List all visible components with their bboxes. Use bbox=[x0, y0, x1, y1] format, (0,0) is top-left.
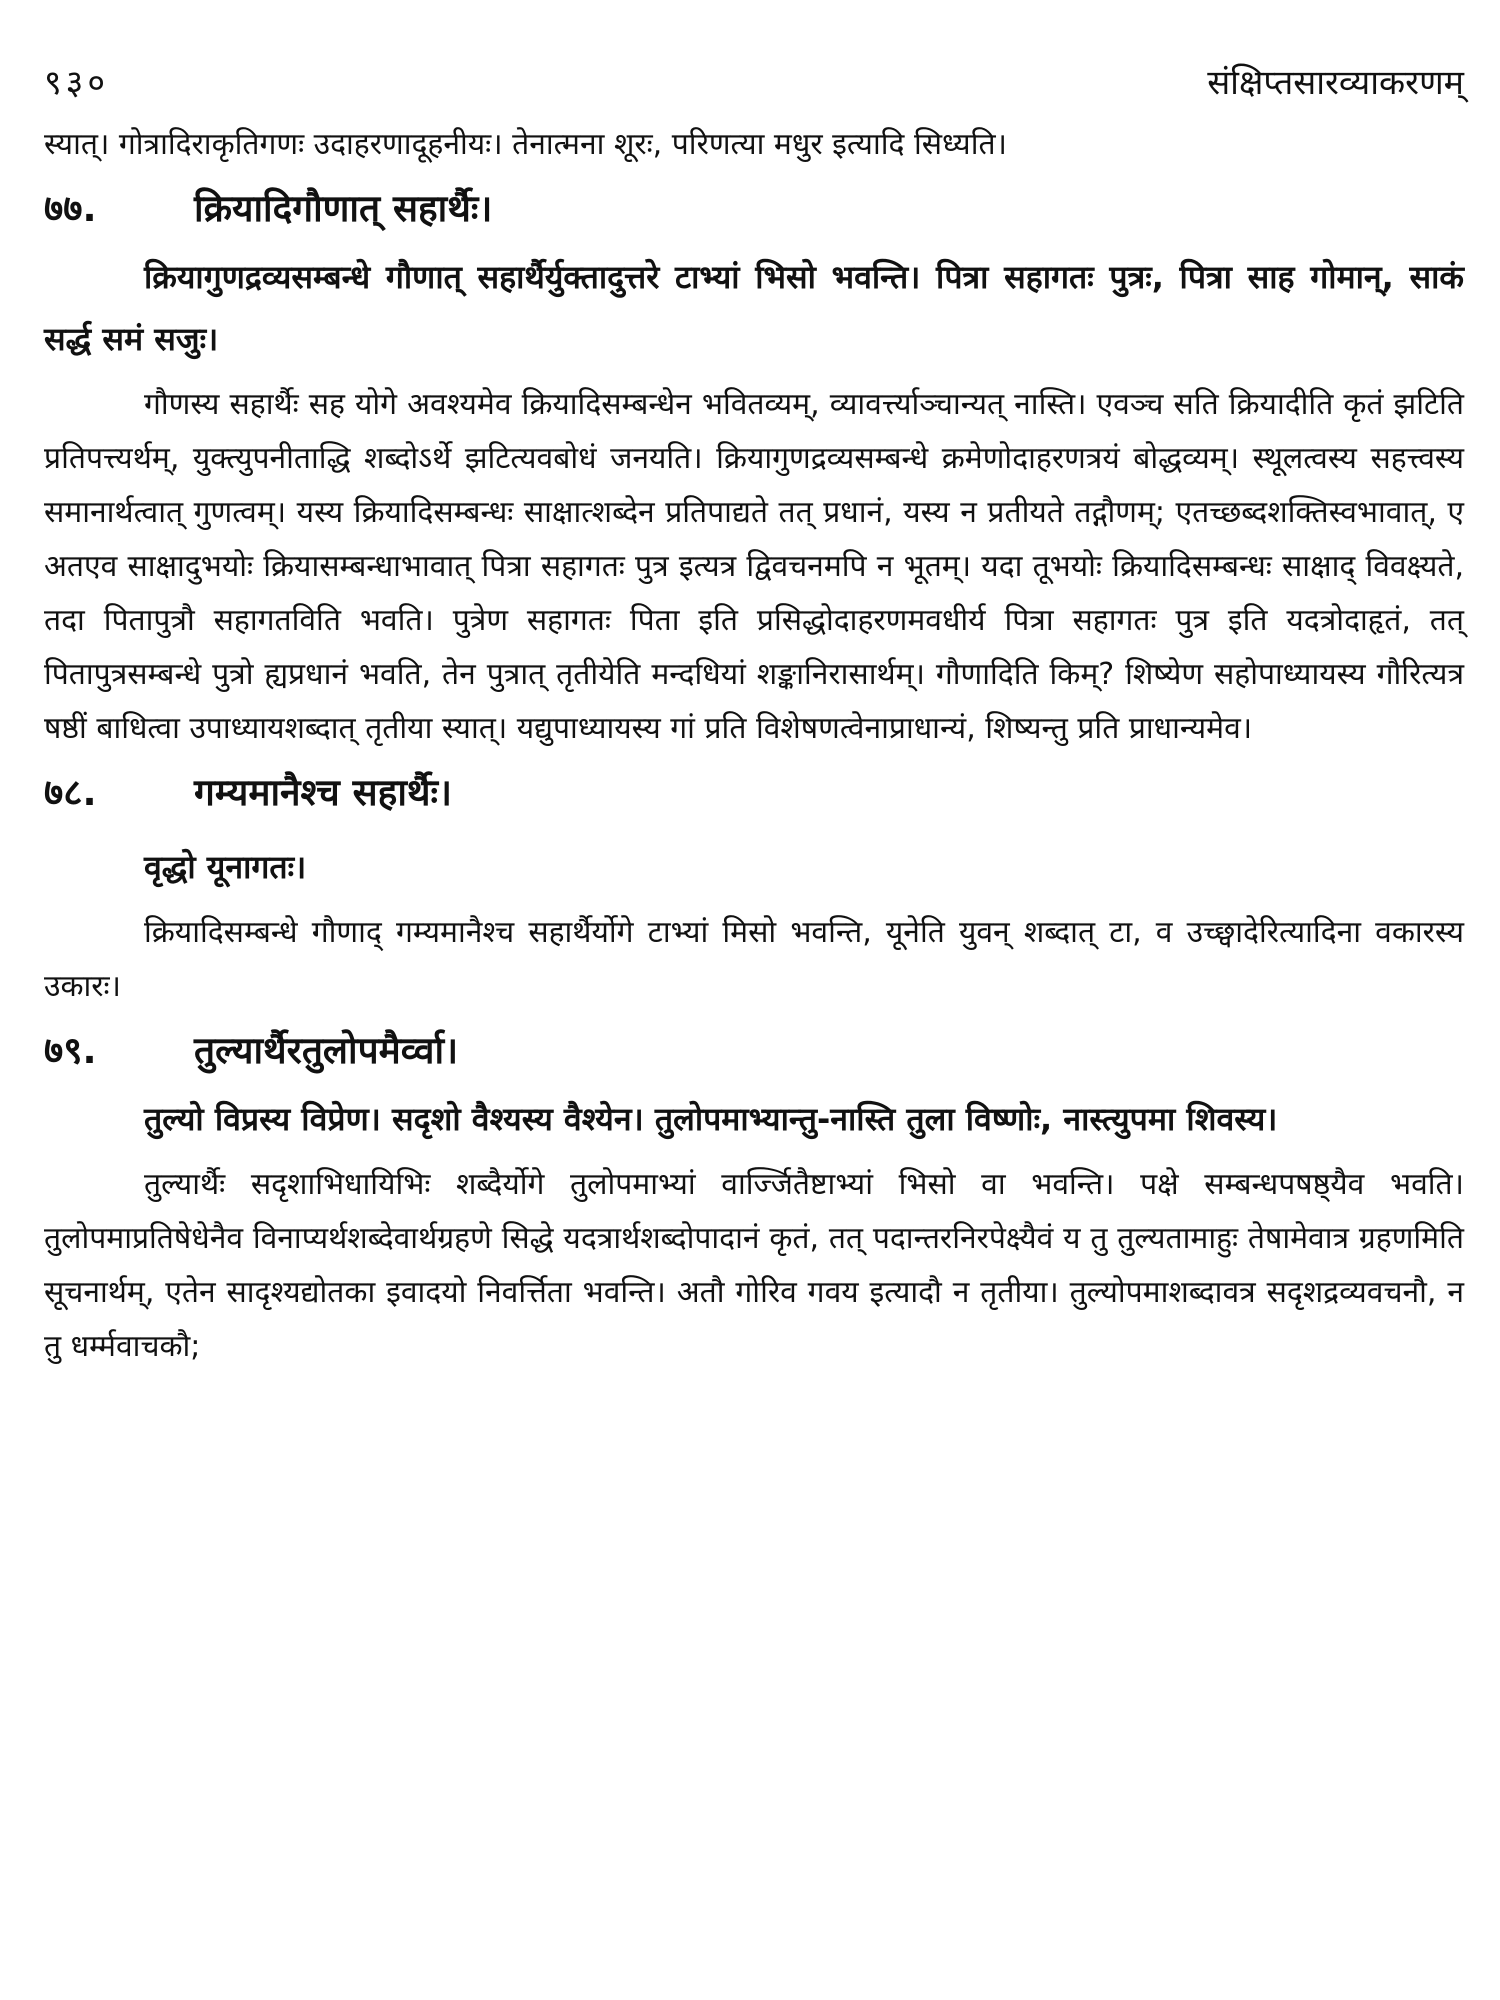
commentary-79: तुल्यार्थैः सदृशाभिधायिभिः शब्दैर्योगे तुलोपमाभ्यां वार्ज्जितैष्टाभ्यां भिसो वा भवन्ति। पक्षे सम्बन्धपषष्ठ्यैव भवति। तुलोपमाप्रतिषेधेनैव विनाप्यर्थशब्देवार्थग्रहणे सिद्धे यदत्रार्थशब्दोपादानं कृतं, तत् पदान्तरनिरपेक्ष्यैवं य तु तुल्यतामाहुः तेषामेवात्र ग्रहणमिति सूचनार्थम्, एतेन सादृश्यद्योतका इवादयो निवर्त्तिता भवन्ति। अतौ गोरिव गवय इत्यादौ न तृतीया। तुल्योपमाशब्दावत्र सदृशद्रव्यवचनौ, न तु धर्म्मवाचकौ; bbox=[44, 1167, 1464, 1364]
vritti-77: क्रियागुणद्रव्यसम्बन्धे गौणात् सहार्थैर्युक्तादुत्तरे टाभ्यां भिसो भवन्ति। पित्रा सहागतः पुत्रः, पित्रा साह गोमान्, साकं सर्द्ध समं सजुः। bbox=[44, 258, 1464, 358]
commentary-78: क्रियादिसम्बन्धे गौणाद् गम्यमानैश्च सहार्थैर्योगे टाभ्यां मिसो भवन्ति, यूनेति युवन् शब्दात् टा, व उच्छ्वादेरित्यादिना वकारस्य उकारः। bbox=[44, 915, 1464, 1004]
sutra-text: क्रियादिगौणात् सहार्थैः। bbox=[194, 187, 493, 230]
vritti-78: वृद्धो यूनागतः। bbox=[144, 848, 307, 886]
commentary-77: गौणस्य सहार्थैः सह योगे अवश्यमेव क्रियादिसम्बन्धेन भवितव्यम्, व्यावर्त्त्याञ्चान्यत् नास्ति। एवञ्च सति क्रियादीति कृतं झटिति प्रतिपत्त्यर्थम्, युक्त्युपनीताद्धि शब्दोऽर्थे झटित्यवबोधं जनयति। क्रियागुणद्रव्यसम्बन्धे क्रमेणोदाहरणत्रयं बोद्धव्यम्। स्थूलत्वस्य सहत्त्वस्य समानार्थत्वात् गुणत्वम्। यस्य क्रियादिसम्बन्धः साक्षात्शब्देन प्रतिपाद्यते तत् प्रधानं, यस्य न प्रतीयते तद्गौणम्; एतच्छब्दशक्तिस्वभावात्, ए अतएव साक्षादुभयोः क्रियासम्बन्धाभावात् पित्रा सहागतः पुत्र इत्यत्र द्विवचनमपि न भूतम्। यदा तूभयोः क्रियादिसम्बन्धः साक्षाद् विवक्ष्यते, तदा पितापुत्रौ सहागतविति भवति। पुत्रेण सहागतः पिता इति प्रसिद्धोदाहरणमवधीर्य पित्रा सहागतः पुत्र इति यदत्रोदाहृतं, तत् पितापुत्रसम्बन्धे पुत्रो ह्यप्रधानं भवति, तेन पुत्रात् तृतीयेति मन्दधियां शङ्कानिरासार्थम्। गौणादिति किम्? शिष्येण सहोपाध्यायस्य गौरित्यत्र षष्ठीं बाधित्वा उपाध्यायशब्दात् तृतीया स्यात्। यद्युपाध्यायस्य गां प्रति विशेषणत्वेनाप्राधान्यं, शिष्यन्तु प्रति प्राधान्यमेव। bbox=[44, 387, 1464, 746]
page-number: ९३० bbox=[44, 63, 110, 103]
page-header bbox=[44, 58, 1464, 118]
sutra-text: तुल्यार्थैरतुलोपमैर्व्वा। bbox=[194, 1029, 459, 1072]
sutra-number: ७७. bbox=[44, 187, 97, 230]
sutra-text: गम्यमानैश्च सहार्थैः। bbox=[194, 771, 453, 814]
sutra-79 bbox=[44, 1020, 1464, 1082]
vritti-79: तुल्यो विप्रस्य विप्रेण। सदृशो वैश्यस्य वैश्येन। तुलोपमाभ्यान्तु-नास्ति तुला विष्णोः, नास्त्युपमा शिवस्य। bbox=[144, 1100, 1278, 1138]
sutra-number: ७९. bbox=[44, 1029, 97, 1072]
continued-paragraph: स्यात्। गोत्रादिराकृतिगणः उदाहरणादूहनीयः। तेनात्मना शूरः, परिणत्या मधुर इत्यादि सिध्यति। bbox=[44, 127, 1007, 162]
sutra-number: ७८. bbox=[44, 771, 97, 814]
sutra-78 bbox=[44, 762, 1464, 824]
document-page bbox=[44, 58, 1464, 1374]
sutra-77 bbox=[44, 178, 1464, 240]
running-title: संक्षिप्तसारव्याकरणम् bbox=[1207, 63, 1464, 103]
